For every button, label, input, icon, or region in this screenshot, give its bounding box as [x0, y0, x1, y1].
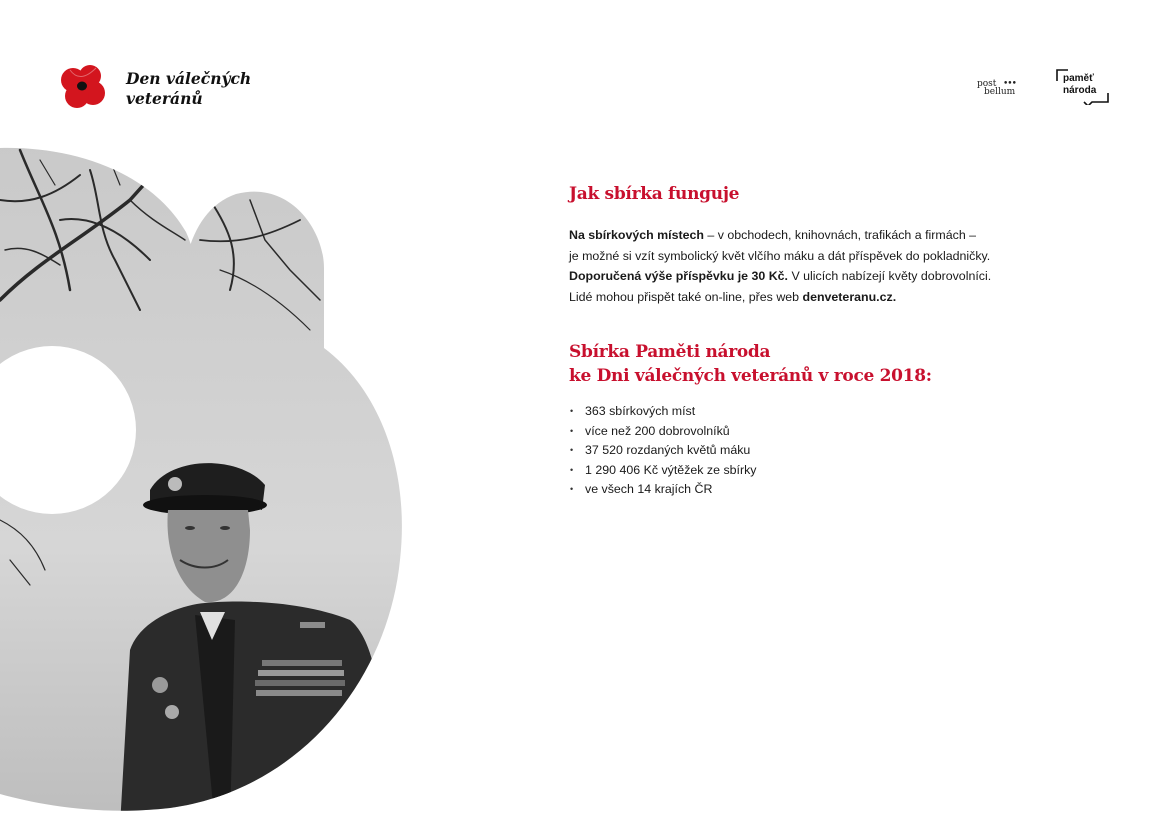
- section-heading-stats: [569, 340, 1069, 388]
- section-heading-how: [569, 182, 1069, 206]
- how-line-1-bold: Na sbírkových místech: [569, 228, 704, 242]
- veteran-photo: [0, 0, 420, 826]
- how-line-1-rest: – v obchodech, knihovnách, trafikách a firmách –: [703, 228, 977, 242]
- stats-list: [569, 402, 1069, 500]
- postbellum-logo: [975, 80, 1017, 96]
- postbellum-line2: bellum: [984, 87, 1016, 97]
- section-heading-stats-line2: ke Dni válečných veteránů v roce 2018:: [569, 366, 932, 386]
- how-line-3-bold: Doporučená výše příspěvku je 30 Kč.: [569, 269, 788, 283]
- section-heading-stats-line1: Sbírka Paměti národa: [569, 342, 771, 362]
- web-link[interactable]: denveteranu.cz.: [802, 289, 897, 304]
- brand-title-line2: veteránů: [126, 89, 203, 108]
- postbellum-line1: post: [977, 79, 997, 89]
- brand-title-line1: Den válečných: [126, 69, 252, 88]
- pamet-line1: paměť: [1063, 73, 1094, 84]
- pamet-naroda-logo: [1056, 69, 1110, 105]
- list-item: • 363 sbírkových míst: [569, 402, 1069, 422]
- how-line-2: je možné si vzít symbolický květ vlčího máku a dát příspěvek do pokladničky.: [569, 248, 991, 263]
- how-line-3: [569, 266, 1069, 287]
- pamet-line2: národa: [1063, 85, 1097, 96]
- section-heading-how-text: Jak sbírka funguje: [569, 184, 740, 204]
- content-column: [569, 182, 1069, 500]
- list-item: • ve všech 14 krajích ČR: [569, 480, 1069, 500]
- how-line-4: [569, 287, 1069, 308]
- list-item: • 37 520 rozdaných květů máku: [569, 441, 1069, 461]
- how-line-4-text: Lidé mohou přispět také on-line, přes web: [569, 289, 803, 304]
- how-paragraph: [569, 225, 1069, 307]
- list-item: • více než 200 dobrovolníků: [569, 422, 1069, 442]
- how-line-3-rest: V ulicích nabízejí květy dobrovolníci.: [788, 269, 992, 283]
- postbellum-dots: •••: [1003, 79, 1016, 89]
- list-item: • 1 290 406 Kč výtěžek ze sbírky: [569, 461, 1069, 481]
- how-line-1: [569, 225, 1069, 246]
